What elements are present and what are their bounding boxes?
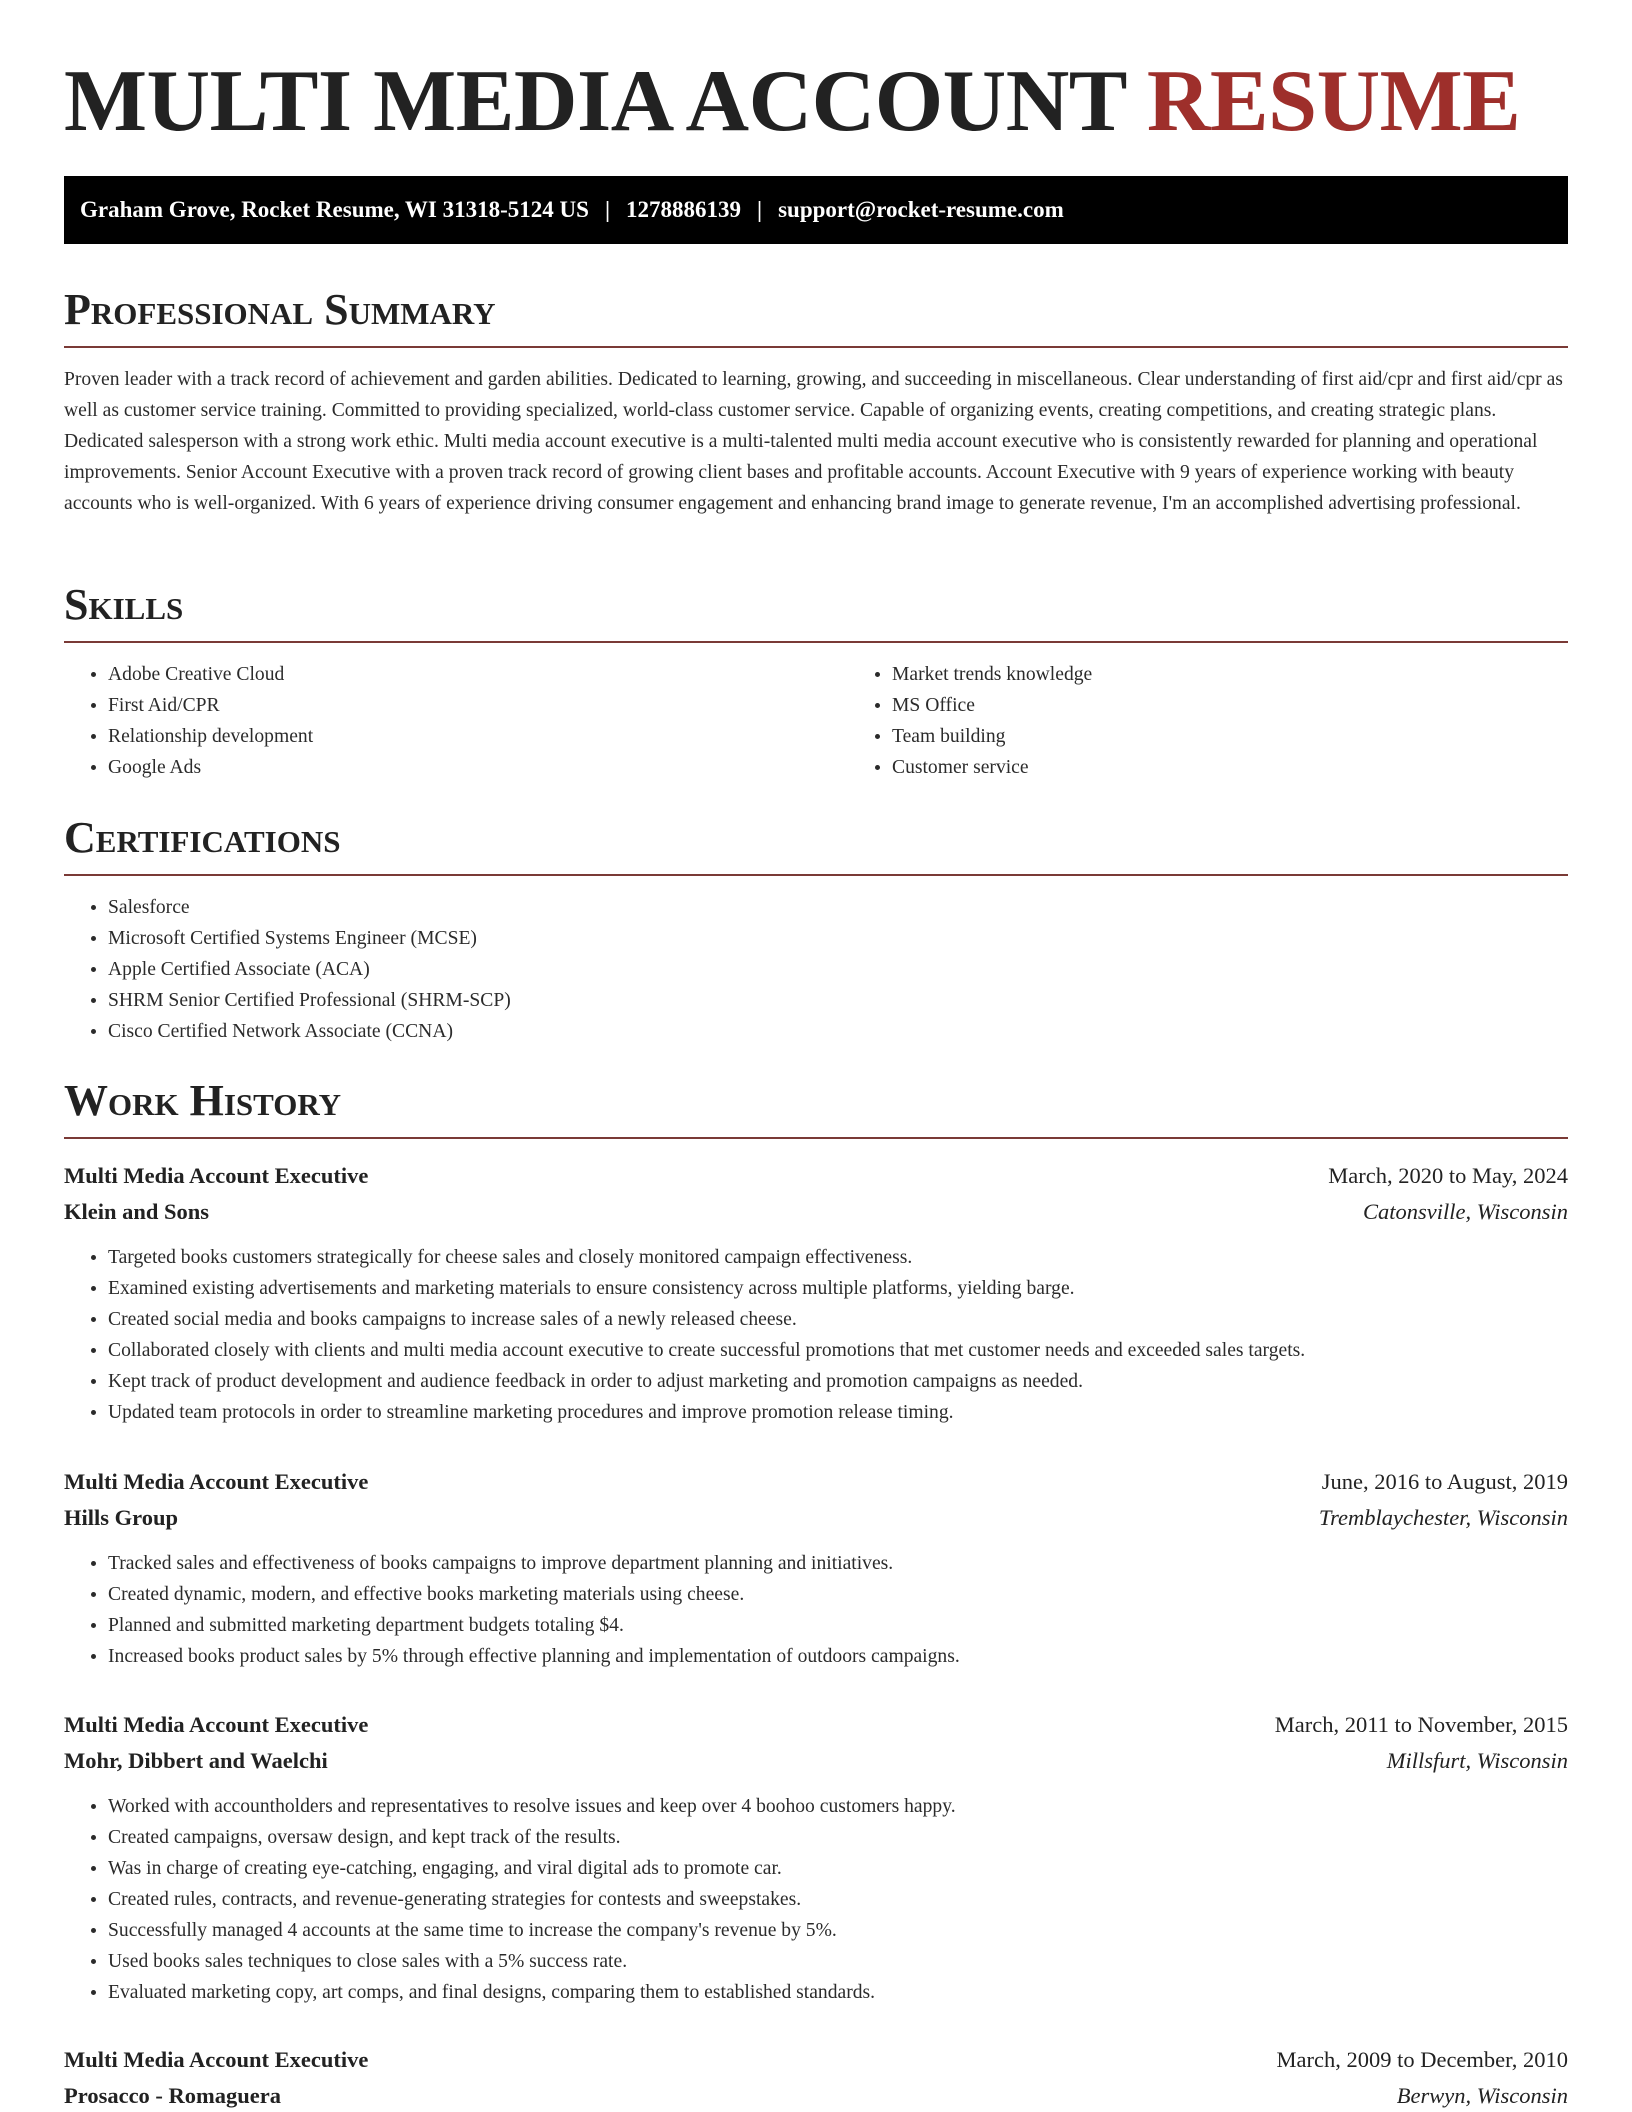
job-header-row xyxy=(64,1158,1568,1194)
resume-title xyxy=(64,52,1520,152)
summary-section xyxy=(64,282,1568,519)
job-company-row xyxy=(64,1743,1568,1779)
skills-list-right xyxy=(848,659,1632,783)
section-divider xyxy=(64,1137,1568,1139)
skills-grid xyxy=(64,659,1568,783)
contact-phone: 1278886139 xyxy=(626,197,742,222)
certifications-list xyxy=(64,892,1568,1047)
section-heading-summary: Professional Summary xyxy=(64,285,496,334)
title-main: MULTI MEDIA ACCOUNT xyxy=(64,53,1126,150)
certification-item: • Cisco Certified Network Associate (CCNA) xyxy=(108,1016,1568,1047)
job-company: Klein and Sons xyxy=(64,1199,210,1224)
job-header-row xyxy=(64,1464,1568,1500)
job-location: Catonsville, Wisconsin xyxy=(1363,1199,1568,1224)
job-bullet: • Worked with accountholders and representatives to resolve issues and keep over 4 boohoo customers happy. xyxy=(108,1791,1568,1822)
job-bullet: • Planned and submitted marketing department budgets totaling $4. xyxy=(108,1610,1568,1641)
certification-item: • Salesforce xyxy=(108,892,1568,923)
certification-item: • Apple Certified Associate (ACA) xyxy=(108,954,1568,985)
skill-item: • Market trends knowledge xyxy=(892,659,1632,690)
section-heading-work-history: Work History xyxy=(64,1076,342,1125)
job-bullet: • Examined existing advertisements and marketing materials to ensure consistency across multiple platforms, yielding barge. xyxy=(108,1273,1568,1304)
contact-separator: | xyxy=(604,197,611,222)
job-location: Tremblaychester, Wisconsin xyxy=(1318,1505,1568,1530)
job-dates: March, 2009 to December, 2010 xyxy=(1276,2047,1568,2072)
job-company-row xyxy=(64,1194,1568,1230)
skill-item: • Team building xyxy=(892,721,1632,752)
job-entry xyxy=(64,2042,1568,2112)
job-header-row xyxy=(64,1707,1568,1743)
job-dates: March, 2011 to November, 2015 xyxy=(1274,1712,1568,1737)
work-history-section xyxy=(64,1073,1568,1139)
job-bullet: • Created social media and books campaigns to increase sales of a newly released cheese. xyxy=(108,1304,1568,1335)
job-company: Hills Group xyxy=(64,1505,178,1530)
job-title: Multi Media Account Executive xyxy=(64,2047,369,2072)
title-accent: RESUME xyxy=(1146,53,1521,150)
skill-item: • Relationship development xyxy=(108,721,848,752)
contact-email[interactable]: support@rocket-resume.com xyxy=(778,197,1064,222)
job-bullet: • Was in charge of creating eye-catching, engaging, and viral digital ads to promote car. xyxy=(108,1853,1568,1884)
skill-item: • Customer service xyxy=(892,752,1632,783)
job-bullet: • Tracked sales and effectiveness of books campaigns to improve department planning and initiatives. xyxy=(108,1548,1568,1579)
skill-item: • First Aid/CPR xyxy=(108,690,848,721)
job-bullet: • Successfully managed 4 accounts at the same time to increase the company's revenue by 5%. xyxy=(108,1915,1568,1946)
job-dates: March, 2020 to May, 2024 xyxy=(1328,1163,1568,1188)
contact-separator: | xyxy=(757,197,763,222)
job-bullets xyxy=(64,1242,1568,1428)
skill-item: • MS Office xyxy=(892,690,1632,721)
job-company-row xyxy=(64,1500,1568,1536)
job-bullet: • Targeted books customers strategically for cheese sales and closely monitored campaign effectiveness. xyxy=(108,1242,1568,1273)
job-bullet: • Collaborated closely with clients and multi media account executive to create successful promotions that met customer needs and exceeded sales targets. xyxy=(108,1335,1568,1366)
job-location: Millsfurt, Wisconsin xyxy=(1386,1748,1568,1773)
job-bullets xyxy=(64,1548,1568,1672)
job-company-row xyxy=(64,2078,1568,2112)
section-divider xyxy=(64,874,1568,876)
certifications-section xyxy=(64,810,1568,1047)
certification-item: • Microsoft Certified Systems Engineer (MCSE) xyxy=(108,923,1568,954)
job-entry xyxy=(64,1158,1568,1428)
section-heading-certifications: Certifications xyxy=(64,813,341,862)
job-bullet: • Updated team protocols in order to streamline marketing procedures and improve promotion release timing. xyxy=(108,1397,1568,1428)
summary-text: Proven leader with a track record of achievement and garden abilities. Dedicated to learning, growing, and succeeding in miscellaneous. Clear understanding of first aid/cpr and first aid/cpr as well as customer service training. Committed to providing specialized, world-class customer service. Capable of organizing events, creating competitions, and creating strategic plans. Dedicated salesperson with a strong work ethic. Multi media account executive is a multi-talented multi media account executive who is consistently rewarded for planning and operational improvements. Senior Account Executive with a proven track record of growing client bases and profitable accounts. Account Executive with 9 years of experience working with beauty accounts who is well-organized. With 6 years of experience driving consumer engagement and enhancing brand image to generate revenue, I'm an accomplished advertising professional. xyxy=(64,369,1563,514)
job-location: Berwyn, Wisconsin xyxy=(1396,2083,1568,2108)
job-bullet: • Created rules, contracts, and revenue-generating strategies for contests and sweepstakes. xyxy=(108,1884,1568,1915)
job-company: Mohr, Dibbert and Waelchi xyxy=(64,1748,328,1773)
job-header-row xyxy=(64,2042,1568,2078)
job-entry xyxy=(64,1707,1568,2008)
job-bullet: • Increased books product sales by 5% through effective planning and implementation of outdoors campaigns. xyxy=(108,1641,1568,1672)
job-company: Prosacco - Romaguera xyxy=(64,2083,282,2108)
job-entry xyxy=(64,1464,1568,1672)
certification-item: • SHRM Senior Certified Professional (SHRM-SCP) xyxy=(108,985,1568,1016)
section-heading-skills: Skills xyxy=(64,580,184,629)
job-bullet: • Evaluated marketing copy, art comps, and final designs, comparing them to established standards. xyxy=(108,1977,1568,2008)
job-bullets xyxy=(64,1791,1568,2008)
job-dates: June, 2016 to August, 2019 xyxy=(1321,1469,1568,1494)
job-bullet: • Created dynamic, modern, and effective books marketing materials using cheese. xyxy=(108,1579,1568,1610)
contact-address: Graham Grove, Rocket Resume, WI 31318-5124 US xyxy=(80,197,589,222)
contact-bar xyxy=(64,176,1568,244)
section-divider xyxy=(64,346,1568,348)
skill-item: • Adobe Creative Cloud xyxy=(108,659,848,690)
job-title: Multi Media Account Executive xyxy=(64,1469,369,1494)
job-bullet: • Created campaigns, oversaw design, and kept track of the results. xyxy=(108,1822,1568,1853)
job-title: Multi Media Account Executive xyxy=(64,1163,369,1188)
section-divider xyxy=(64,641,1568,643)
skill-item: • Google Ads xyxy=(108,752,848,783)
job-bullet: • Used books sales techniques to close sales with a 5% success rate. xyxy=(108,1946,1568,1977)
job-title: Multi Media Account Executive xyxy=(64,1712,369,1737)
skills-section xyxy=(64,577,1568,783)
job-bullet: • Kept track of product development and audience feedback in order to adjust marketing and promotion campaigns as needed. xyxy=(108,1366,1568,1397)
skills-list-left xyxy=(64,659,848,783)
